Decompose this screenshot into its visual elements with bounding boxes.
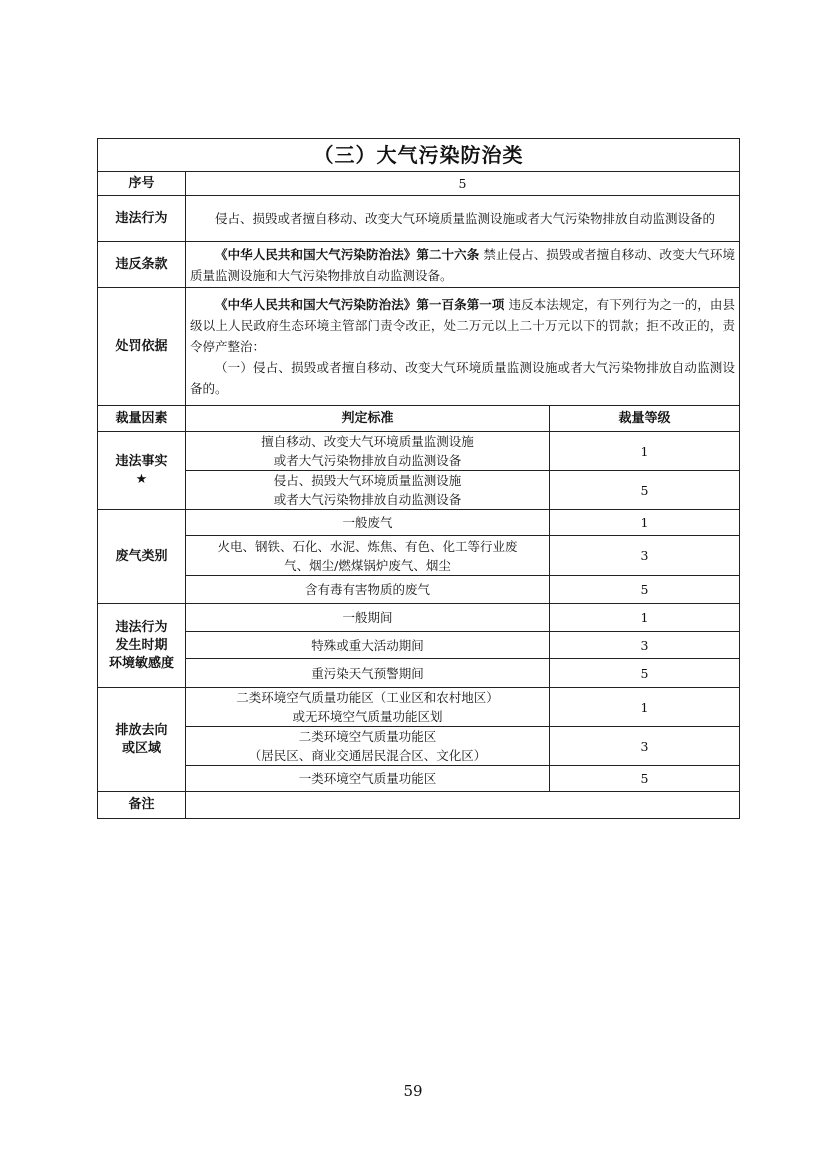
header-criterion: 判定标准 (186, 406, 550, 432)
violation-text: 侵占、损毁或者擅自移动、改变大气环境质量监测设施或者大气污染物排放自动监测设备的 (215, 211, 716, 226)
criterion-cell: 重污染天气预警期间 (186, 659, 550, 688)
penalty-discretion-sheet (97, 138, 739, 819)
factor-exhaust-type: 废气类别 (98, 510, 186, 604)
violated-article-text: 禁止侵占、损毁或者擅自移动、改变大气环境质量监测设施和大气污染物排放自动监测设备。 (190, 246, 735, 283)
criterion-cell: 一般废气 (186, 510, 550, 536)
discretion-table (97, 138, 740, 819)
level-cell: 5 (550, 659, 740, 688)
level-cell: 5 (550, 471, 740, 510)
criterion-cell (186, 471, 550, 510)
serial-label: 序号 (98, 172, 186, 196)
factor-discharge-area (98, 688, 186, 792)
factor-label-line: 违法行为 (115, 619, 168, 635)
criterion-cell (186, 432, 550, 471)
criterion-line: （居民区、商业交通居民混合区、文化区） (248, 748, 487, 763)
star-icon: ★ (135, 471, 148, 487)
level-cell: 5 (550, 766, 740, 792)
criterion-line: 侵占、损毁大气环境质量监测设施 (273, 473, 462, 488)
violation-cell (186, 196, 740, 242)
section-title: （三）大气污染防治类 (98, 139, 740, 172)
criterion-line: 或者大气污染物排放自动监测设备 (273, 492, 462, 507)
level-cell: 1 (550, 510, 740, 536)
criterion-cell: 一般期间 (186, 604, 550, 632)
criterion-line: 火电、钢铁、石化、水泥、炼焦、有色、化工等行业废 (217, 538, 518, 554)
remarks-label: 备注 (98, 792, 186, 819)
penalty-basis-item: （一）侵占、损毁或者擅自移动、改变大气环境质量监测设施或者大气污染物排放自动监测设备的。 (190, 360, 735, 396)
factor-label-line: 排放去向 (115, 722, 168, 738)
factor-illegal-fact-label: 违法事实 (115, 453, 168, 469)
violated-article-law: 《中华人民共和国大气污染防治法》第二十六条 (215, 246, 480, 262)
criterion-line: 二类环境空气质量功能区（工业区和农村地区） (236, 690, 499, 705)
level-cell: 3 (550, 727, 740, 766)
serial-value: 5 (186, 172, 740, 196)
criterion-cell (186, 536, 550, 576)
criterion-cell (186, 727, 550, 766)
violated-article-cell (186, 242, 740, 288)
header-factor: 裁量因素 (98, 406, 186, 432)
level-cell: 3 (550, 632, 740, 659)
factor-period-sensitivity (98, 604, 186, 688)
criterion-cell: 含有毒有害物质的废气 (186, 576, 550, 604)
penalty-basis-law: 《中华人民共和国大气污染防治法》第一百条第一项 (215, 297, 505, 312)
factor-illegal-fact (98, 432, 186, 510)
criterion-line: 或无环境空气质量功能区划 (292, 709, 443, 724)
criterion-line: 或者大气污染物排放自动监测设备 (273, 453, 462, 468)
factor-label-line: 或区域 (121, 740, 161, 756)
level-cell: 1 (550, 688, 740, 727)
level-cell: 1 (550, 432, 740, 471)
violation-label: 违法行为 (98, 196, 186, 242)
criterion-line: 二类环境空气质量功能区 (298, 729, 437, 744)
criterion-cell: 一类环境空气质量功能区 (186, 766, 550, 792)
penalty-basis-text: 违反本法规定，有下列行为之一的，由县级以上人民政府生态环境主管部门责令改正，处二万元以上二十万元以下的罚款；拒不改正的，责令停产整治： (190, 297, 735, 354)
level-cell: 1 (550, 604, 740, 632)
level-cell: 5 (550, 576, 740, 604)
level-cell: 3 (550, 536, 740, 576)
factor-label-line: 发生时期 (115, 637, 168, 653)
criterion-line: 气、烟尘/燃煤锅炉废气、烟尘 (284, 557, 451, 573)
header-level: 裁量等级 (550, 406, 740, 432)
factor-label-line: 环境敏感度 (108, 655, 174, 671)
page-number: 59 (403, 1082, 423, 1100)
penalty-basis-label: 处罚依据 (98, 288, 186, 406)
criterion-line: 擅自移动、改变大气环境质量监测设施 (261, 434, 474, 449)
criterion-cell (186, 688, 550, 727)
criterion-cell: 特殊或重大活动期间 (186, 632, 550, 659)
violated-article-label: 违反条款 (98, 242, 186, 288)
remarks-value (186, 792, 740, 819)
penalty-basis-cell (186, 288, 740, 406)
